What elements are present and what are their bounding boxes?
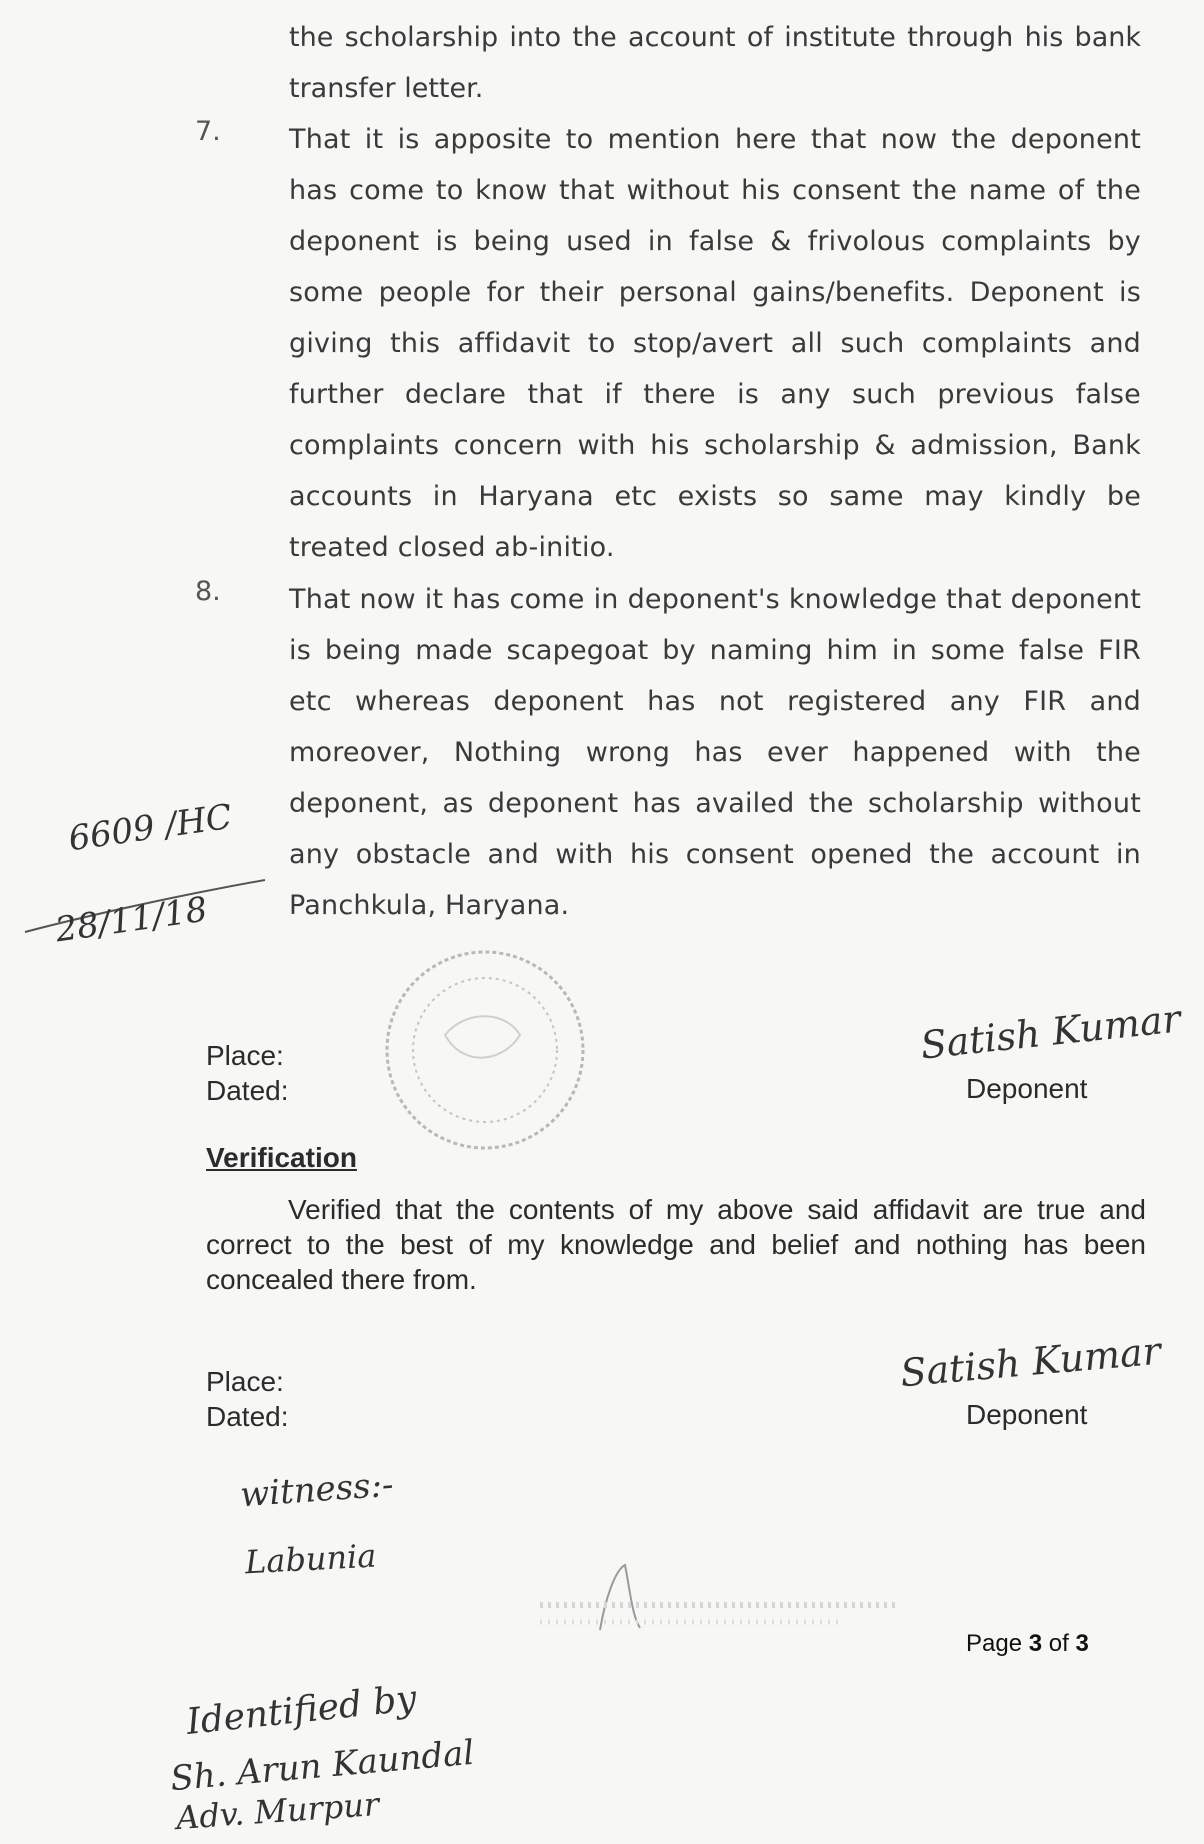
witness-signature: Labunia [244,1536,378,1582]
dated-label: Dated: [206,1075,289,1106]
verification-title: Verification [206,1142,357,1173]
verification-text: Verified that the contents of my above said affidavit are true and correct to the best of my knowledge and belief and nothing has been concealed there from. [206,1194,1146,1295]
court-stamp-seal [345,940,615,1160]
faint-stamp-residue [540,1560,900,1640]
margin-note-number: 6609 /HC [66,796,235,860]
identifier-role: Adv. Murpur [174,1784,381,1838]
deponent-signature: Satish Kumar [918,996,1183,1068]
dated-label: Dated: [206,1401,289,1432]
deponent-label: Deponent [966,1073,1088,1104]
paragraph-number: 7. [195,116,221,147]
witness-note: witness:- [238,1464,395,1516]
paragraph-6-continuation: the scholarship into the account of institute through his bank transfer letter. [289,22,1141,104]
page-number: Page 3 of 3 [966,1630,1089,1657]
margin-note-date: 28/11/18 [52,889,210,951]
identifier-name: Sh. Arun Kaundal [168,1732,476,1800]
deponent-signature: Satish Kumar [898,1328,1163,1396]
paragraph-text: That now it has come in deponent's knowledge that deponent is being made scapegoat by naming him in some false FIR etc whereas deponent has not registered any FIR and moreover, Nothing wrong has ever happened with the deponent, as deponent has availed the scholarship without any obstacle and with his consent opened the account in Panchkula, Haryana. [289,584,1141,921]
deponent-label: Deponent [966,1399,1088,1430]
paragraph-text: That it is apposite to mention here that now the deponent has come to know that without his consent the name of the deponent is being used in false & frivolous complaints by some people for their personal gains/benefits. Deponent is giving this affidavit to stop/avert all such complaints and further declare that if there is any such previous false complaints concern with his scholarship & admission, Bank accounts in Haryana etc exists so same may kindly be treated closed ab-initio. [289,124,1141,563]
paragraph-number: 8. [195,576,221,607]
place-label: Place: [206,1366,284,1397]
identified-by-note: Identified by [184,1678,419,1743]
place-label: Place: [206,1040,284,1071]
